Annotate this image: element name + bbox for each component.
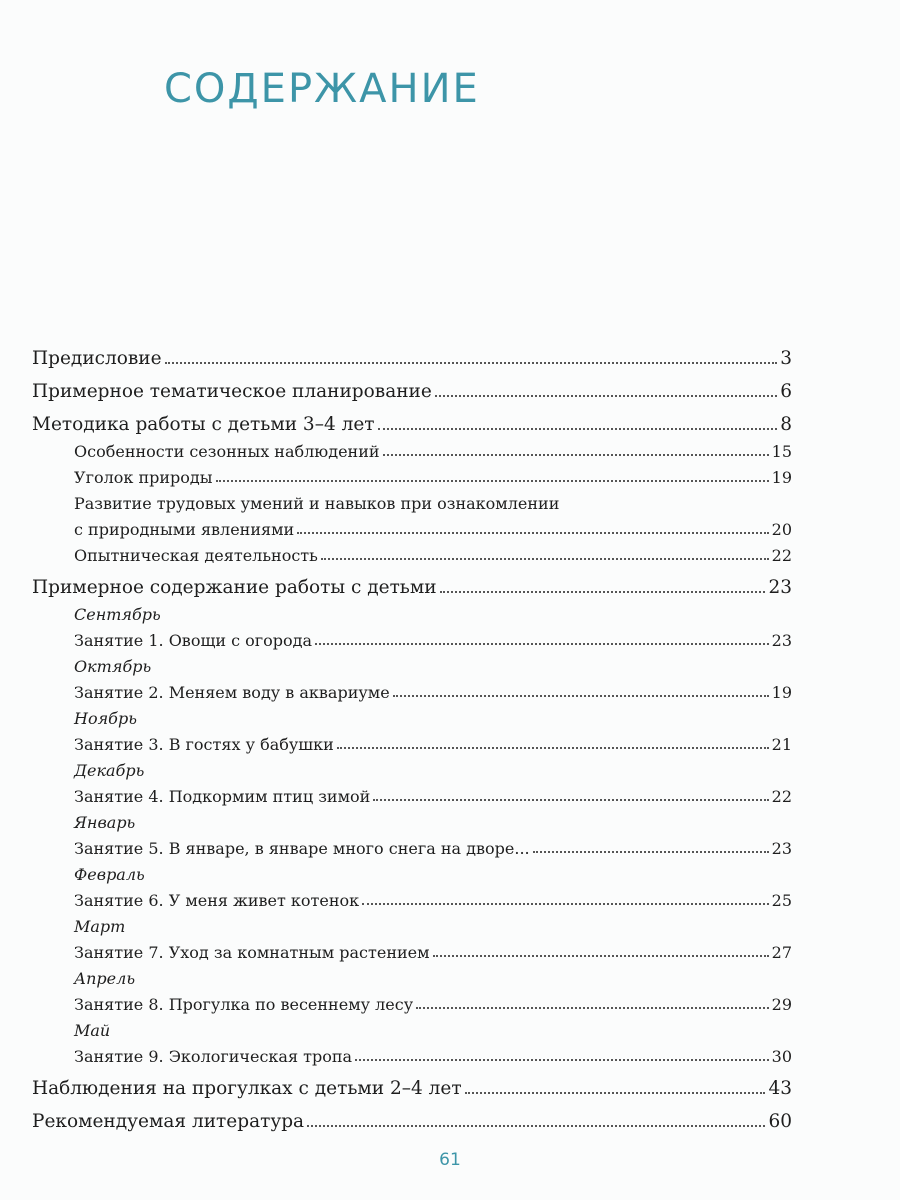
leader-dots <box>315 643 769 645</box>
month-heading: Октябрь <box>74 657 152 676</box>
month-heading: Февраль <box>74 865 145 884</box>
toc-entry-page: 20 <box>771 520 792 539</box>
toc-entry-text: Предисловие <box>32 348 162 369</box>
toc-entry-lesson <box>32 936 792 962</box>
toc-entry-preface <box>32 336 792 369</box>
month-heading: Ноябрь <box>74 709 137 728</box>
toc-entry-page: 23 <box>771 839 792 858</box>
leader-dots <box>362 903 769 905</box>
leader-dots <box>165 362 778 364</box>
leader-dots <box>373 799 768 801</box>
page-title: СОДЕРЖАНИЕ <box>164 66 480 112</box>
toc-entry-page: 29 <box>771 995 792 1014</box>
toc-entry-text: Занятие 9. Экологическая тропа <box>74 1047 353 1066</box>
toc-entry-page: 27 <box>771 943 792 962</box>
toc-entry-lesson <box>32 624 792 650</box>
toc-entry-plan <box>32 369 792 402</box>
page-number: 61 <box>439 1150 461 1170</box>
toc-entry-text: Занятие 1. Овощи с огорода <box>74 631 313 650</box>
toc-entry-text: Рекомендуемая литература <box>32 1111 305 1132</box>
month-heading: Сентябрь <box>74 605 161 624</box>
toc-entry-page: 25 <box>771 891 792 910</box>
month-heading: Январь <box>74 813 136 832</box>
leader-dots <box>393 695 769 697</box>
toc-entry-page: 22 <box>771 787 792 806</box>
toc-entry-text: Методика работы с детьми 3–4 лет <box>32 414 375 435</box>
toc-entry-page: 22 <box>771 546 792 565</box>
toc-entry-page: 3 <box>780 348 792 369</box>
leader-dots <box>307 1125 765 1127</box>
toc-entry-text: Занятие 7. Уход за комнатным растением <box>74 943 430 962</box>
toc-entry-page: 43 <box>768 1078 792 1099</box>
toc-entry-walks <box>32 1066 792 1099</box>
leader-dots <box>465 1092 766 1094</box>
toc-entry-lesson <box>32 728 792 754</box>
toc-entry-text: Примерное содержание работы с детьми <box>32 577 437 598</box>
toc-entry-page: 15 <box>771 442 792 461</box>
leader-dots <box>416 1007 769 1009</box>
toc-entry-text: Занятие 4. Подкормим птиц зимой <box>74 787 371 806</box>
toc-entry-method <box>32 402 792 435</box>
toc-entry-text: Особенности сезонных наблюдений <box>74 442 380 461</box>
toc-entry-text: Уголок природы <box>74 468 213 487</box>
month-heading: Апрель <box>74 969 136 988</box>
toc-entry-literature <box>32 1099 792 1132</box>
month-heading: Март <box>74 917 126 936</box>
toc-entry-text: Занятие 6. У меня живет котенок <box>74 891 360 910</box>
toc-entry-experiment <box>32 539 792 565</box>
toc-entry-seasonal <box>32 435 792 461</box>
toc-entry-text: Примерное тематическое планирование <box>32 381 432 402</box>
leader-dots <box>378 428 778 430</box>
toc-entry-text: с природными явлениями <box>74 520 295 539</box>
table-of-contents <box>32 336 792 1132</box>
leader-dots <box>337 747 769 749</box>
toc-entry-text: Занятие 8. Прогулка по весеннему лесу <box>74 995 414 1014</box>
month-heading: Декабрь <box>74 761 145 780</box>
toc-entry-lesson <box>32 988 792 1014</box>
toc-entry-page: 8 <box>780 414 792 435</box>
leader-dots <box>297 532 768 534</box>
toc-entry-text: Занятие 5. В январе, в январе много снега на дворе... <box>74 839 530 858</box>
toc-entry-page: 21 <box>771 735 792 754</box>
leader-dots <box>533 851 769 853</box>
leader-dots <box>440 591 766 593</box>
toc-entry-text: Занятие 3. В гостях у бабушки <box>74 735 334 754</box>
leader-dots <box>216 480 769 482</box>
toc-entry-labor-line1: Развитие трудовых умений и навыков при ознакомлении <box>74 494 560 513</box>
leader-dots <box>321 558 769 560</box>
leader-dots <box>435 395 777 397</box>
toc-entry-corner <box>32 461 792 487</box>
toc-entry-page: 6 <box>780 381 792 402</box>
toc-entry-lesson <box>32 884 792 910</box>
toc-entry-lesson <box>32 832 792 858</box>
leader-dots <box>383 454 769 456</box>
toc-entry-page: 19 <box>771 683 792 702</box>
leader-dots <box>433 955 769 957</box>
month-heading: Май <box>74 1021 111 1040</box>
toc-entry-page: 30 <box>771 1047 792 1066</box>
toc-entry-text: Опытническая деятельность <box>74 546 318 565</box>
toc-entry-text: Наблюдения на прогулках с детьми 2–4 лет <box>32 1078 462 1099</box>
toc-entry-page: 23 <box>771 631 792 650</box>
toc-entry-lesson <box>32 1040 792 1066</box>
toc-entry-lesson <box>32 676 792 702</box>
toc-entry-lesson <box>32 780 792 806</box>
leader-dots <box>355 1059 769 1061</box>
toc-entry-page: 60 <box>768 1111 792 1132</box>
toc-entry-content <box>32 565 792 598</box>
toc-entry-page: 23 <box>768 577 792 598</box>
toc-entry-labor <box>32 513 792 539</box>
toc-entry-page: 19 <box>771 468 792 487</box>
toc-entry-text: Занятие 2. Меняем воду в аквариуме <box>74 683 390 702</box>
